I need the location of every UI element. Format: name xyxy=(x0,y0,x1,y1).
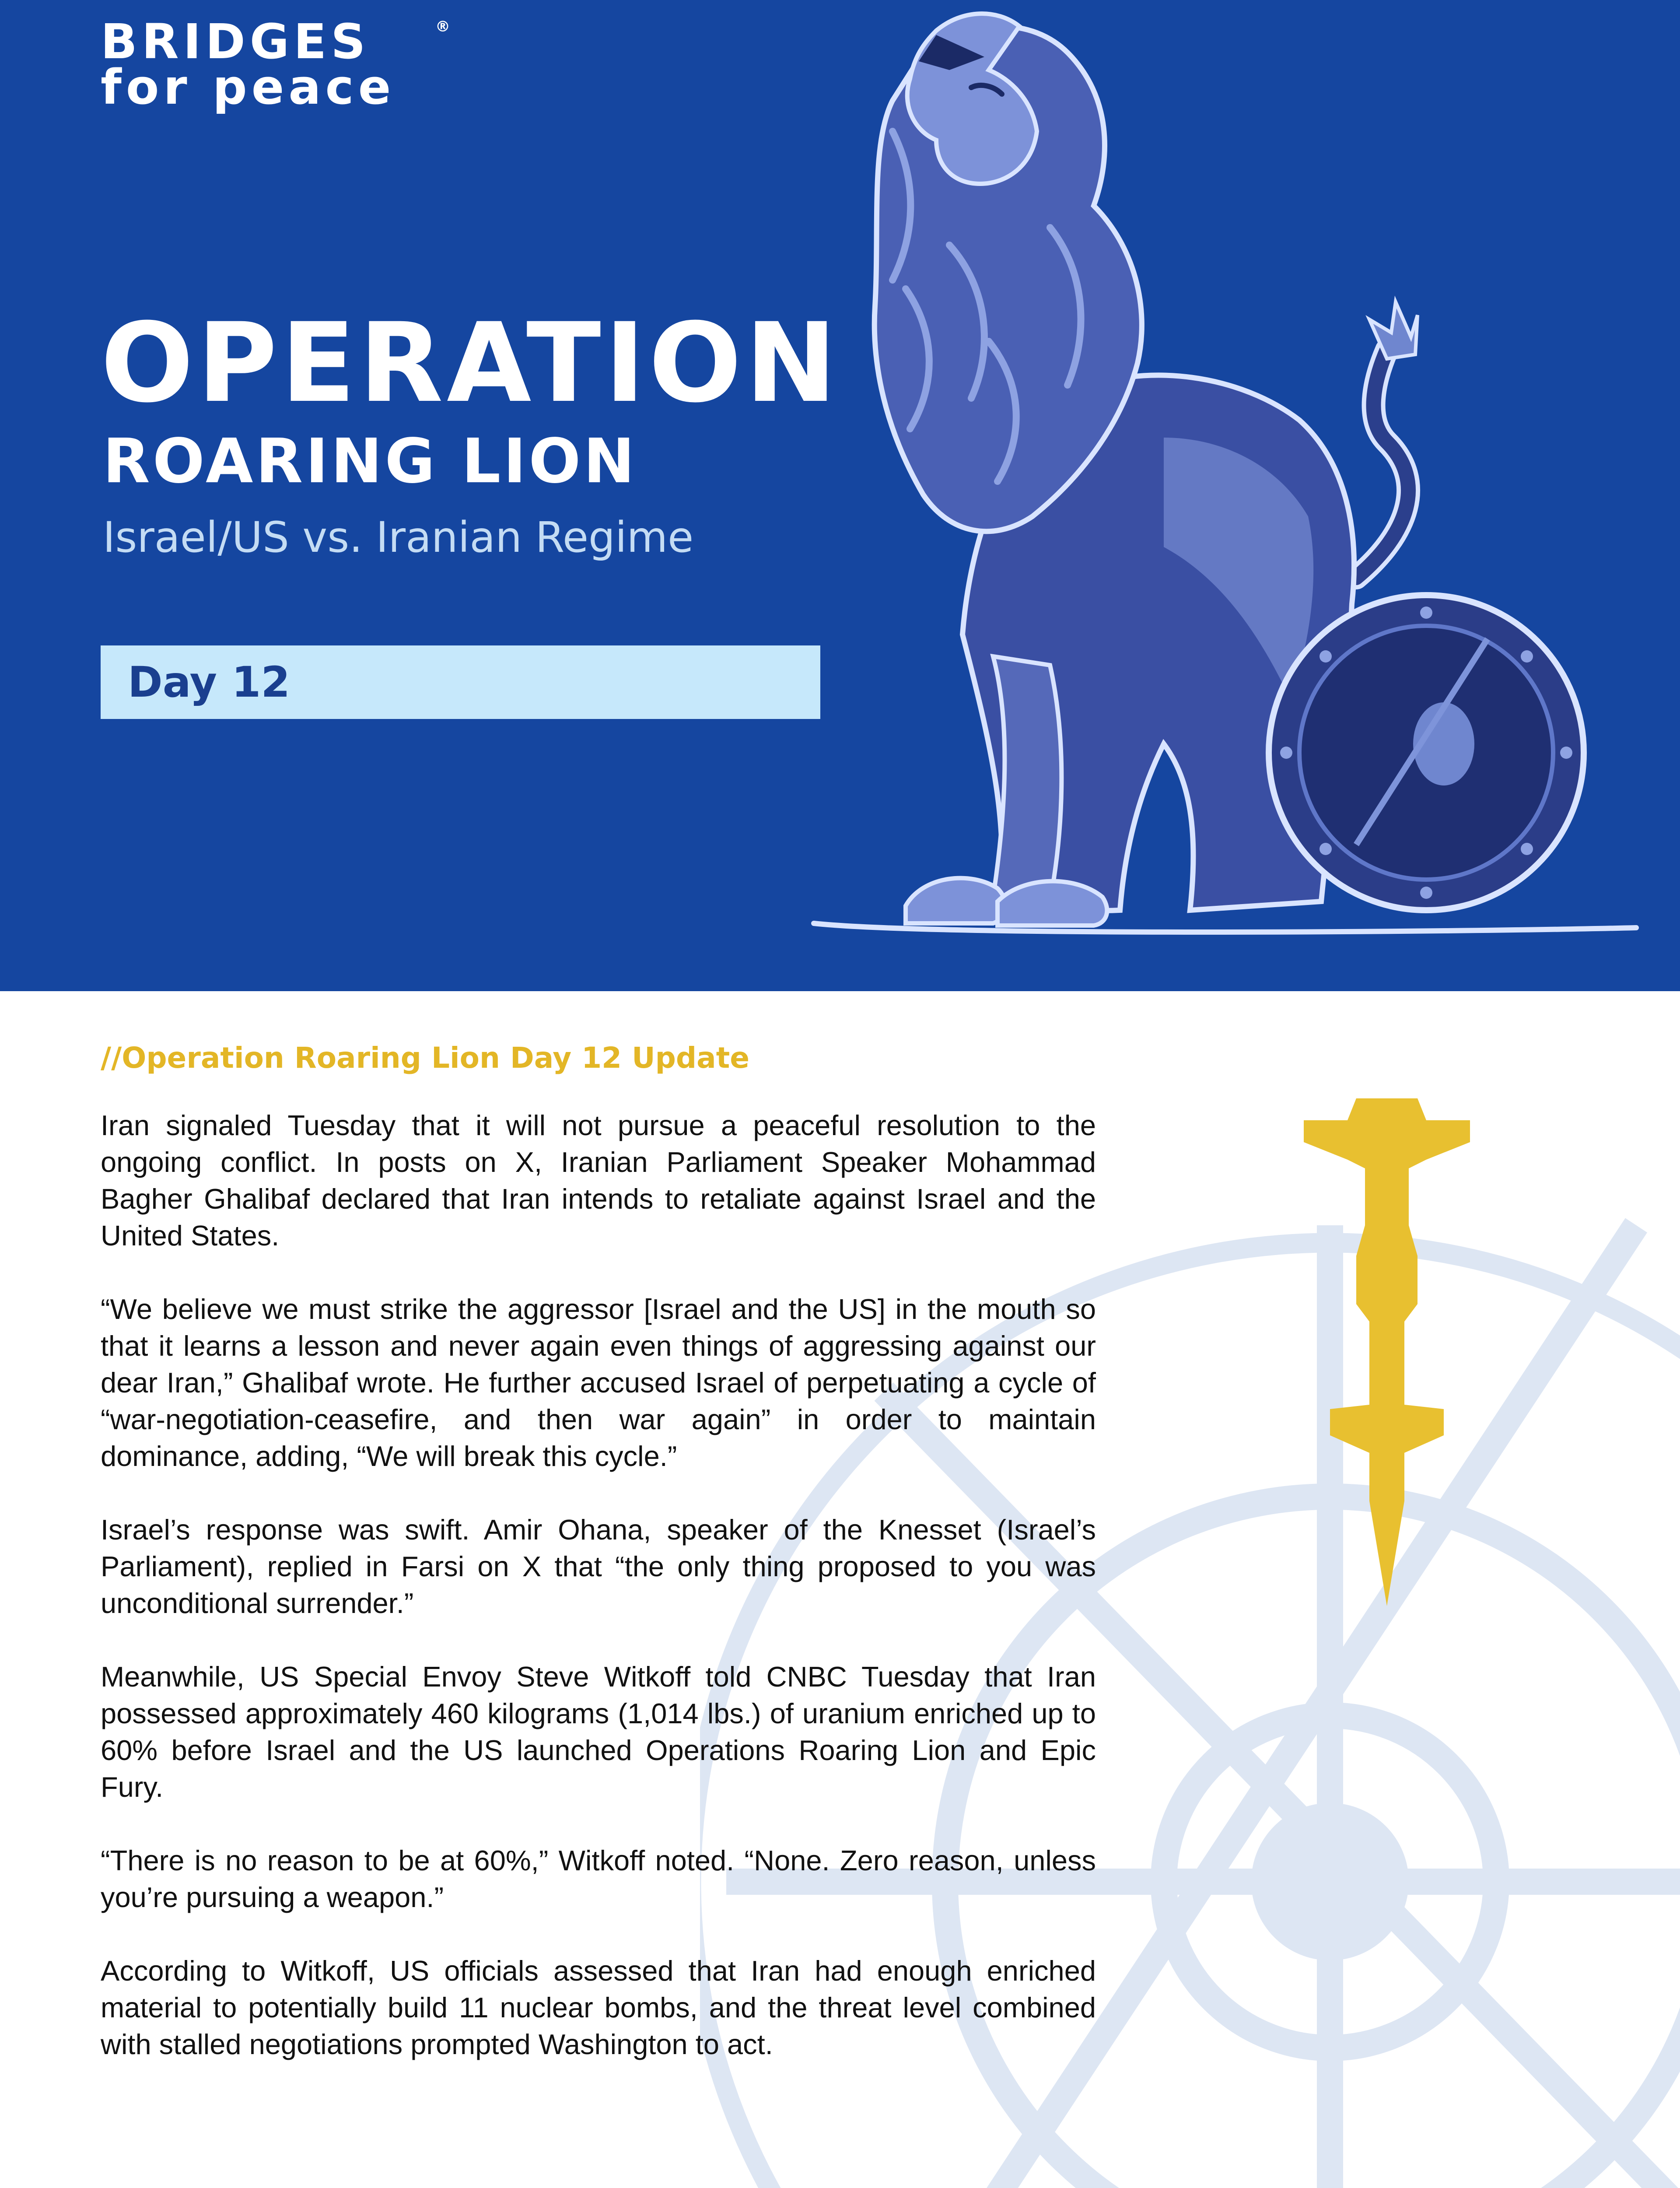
logo-line-1: BRIDGES xyxy=(101,14,370,70)
article-paragraph: “We believe we must strike the aggressor [Israel and the US] in the mouth so that it learns a lesson and never again even things of aggressing against our dear Iran,” Ghalibaf wrote. He further accused Israel of perpetuating a cycle of “war-negotiation-ceasefire, and then war again” in order to maintain dominance, adding, “We will break this cycle.” xyxy=(101,1293,1096,1472)
article-paragraph: Iran signaled Tuesday that it will not pursue a peaceful resolution to the ongoing conflict. In posts on X, Iranian Parliament Speaker Mohammad Bagher Ghalibaf declared that Iran intends to retaliate against Israel and the United States. xyxy=(101,1109,1096,1252)
logo-line-2: for peace xyxy=(101,59,396,115)
article-paragraph: According to Witkoff, US officials assessed that Iran had enough enriched material to potentially build 11 nuclear bombs, and the threat level combined with stalled negotiations prompted Washington to act. xyxy=(101,1955,1096,2060)
roaring-lion-icon xyxy=(805,0,1680,991)
registered-mark: ® xyxy=(435,18,450,35)
page-title: OPERATION xyxy=(101,299,840,427)
page-subtitle: ROARING LION xyxy=(103,426,637,497)
article-body xyxy=(101,1107,1096,2100)
day-badge xyxy=(101,645,820,719)
day-label: Day 12 xyxy=(128,658,290,707)
article-paragraph: “There is no reason to be at 60%,” Witkoff noted. “None. Zero reason, unless you’re pursuing a weapon.” xyxy=(101,1844,1096,1913)
article-paragraph: Meanwhile, US Special Envoy Steve Witkoff told CNBC Tuesday that Iran possessed approximately 460 kilograms (1,014 lbs.) of uranium enriched up to 60% before Israel and the US launched Operations Roaring Lion and Epic Fury. xyxy=(101,1661,1096,1803)
section-heading: //Operation Roaring Lion Day 12 Update xyxy=(101,1041,750,1075)
bridges-for-peace-logo[interactable] xyxy=(101,14,450,115)
article-paragraph: Israel’s response was swift. Amir Ohana, speaker of the Knesset (Israel’s Parliament), replied in Farsi on X that “the only thing proposed to you was unconditional surrender.” xyxy=(101,1514,1096,1619)
hero-banner xyxy=(0,0,1680,991)
missile-icon xyxy=(1295,1094,1479,1619)
page-tagline: Israel/US vs. Iranian Regime xyxy=(103,513,694,562)
